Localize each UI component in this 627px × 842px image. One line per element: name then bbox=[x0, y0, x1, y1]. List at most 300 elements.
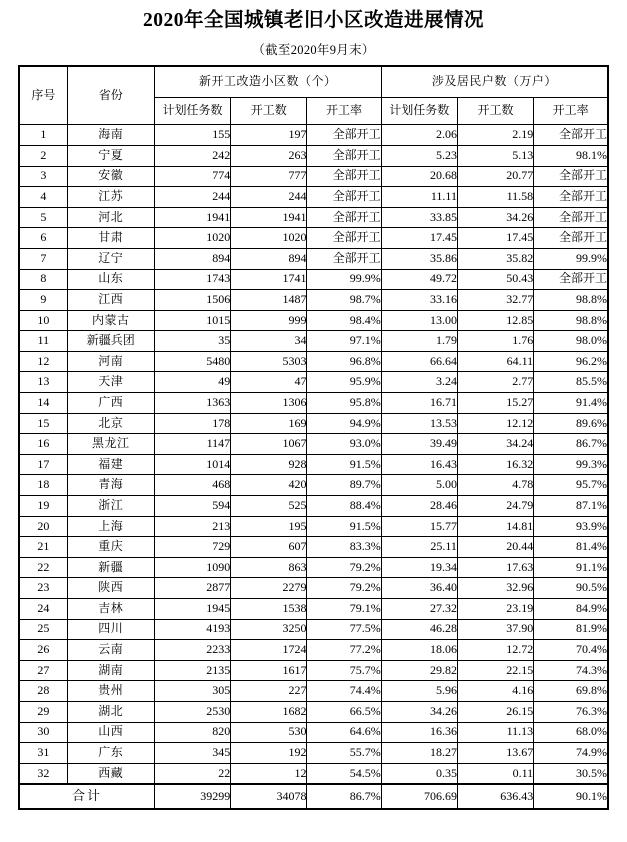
cell-units-plan: 1020 bbox=[154, 228, 230, 249]
cell-units-rate: 79.1% bbox=[307, 599, 381, 620]
table-row bbox=[19, 701, 608, 722]
column-header-seq: 序号 bbox=[19, 66, 67, 125]
cell-households-plan: 13.53 bbox=[381, 413, 457, 434]
cell-units-rate: 95.9% bbox=[307, 372, 381, 393]
cell-households-started: 5.13 bbox=[457, 145, 533, 166]
table-row bbox=[19, 722, 608, 743]
cell-units-rate: 89.7% bbox=[307, 475, 381, 496]
cell-seq: 2 bbox=[19, 145, 67, 166]
cell-households-rate: 98.1% bbox=[534, 145, 608, 166]
cell-households-rate: 全部开工 bbox=[534, 166, 608, 187]
cell-units-rate: 全部开工 bbox=[307, 125, 381, 146]
cell-province: 北京 bbox=[67, 413, 154, 434]
table-row bbox=[19, 599, 608, 620]
cell-units-started: 47 bbox=[231, 372, 307, 393]
cell-units-started: 420 bbox=[231, 475, 307, 496]
cell-households-rate: 全部开工 bbox=[534, 228, 608, 249]
table-row bbox=[19, 763, 608, 784]
table-row bbox=[19, 269, 608, 290]
cell-households-plan: 5.00 bbox=[381, 475, 457, 496]
cell-units-started: 894 bbox=[231, 248, 307, 269]
page-subtitle: （截至2020年9月末） bbox=[252, 43, 375, 58]
cell-seq: 15 bbox=[19, 413, 67, 434]
cell-households-rate: 74.3% bbox=[534, 660, 608, 681]
cell-units-started: 1617 bbox=[231, 660, 307, 681]
cell-units-started: 1487 bbox=[231, 290, 307, 311]
cell-units-started: 777 bbox=[231, 166, 307, 187]
column-header-units-plan: 计划任务数 bbox=[154, 98, 230, 125]
cell-units-plan: 1015 bbox=[154, 310, 230, 331]
cell-households-plan: 34.26 bbox=[381, 701, 457, 722]
cell-households-started: 4.78 bbox=[457, 475, 533, 496]
table-row bbox=[19, 537, 608, 558]
cell-total-households-rate: 90.1% bbox=[534, 784, 608, 809]
cell-households-rate: 81.9% bbox=[534, 619, 608, 640]
table-row bbox=[19, 413, 608, 434]
cell-total-units-rate: 86.7% bbox=[307, 784, 381, 809]
cell-households-plan: 25.11 bbox=[381, 537, 457, 558]
cell-seq: 31 bbox=[19, 743, 67, 764]
cell-units-plan: 2530 bbox=[154, 701, 230, 722]
cell-households-rate: 98.8% bbox=[534, 310, 608, 331]
cell-province: 上海 bbox=[67, 516, 154, 537]
cell-households-rate: 91.1% bbox=[534, 557, 608, 578]
cell-units-plan: 2233 bbox=[154, 640, 230, 661]
table-row bbox=[19, 475, 608, 496]
column-header-households-plan: 计划任务数 bbox=[381, 98, 457, 125]
table-row bbox=[19, 351, 608, 372]
cell-units-started: 1724 bbox=[231, 640, 307, 661]
cell-households-started: 12.85 bbox=[457, 310, 533, 331]
cell-households-rate: 90.5% bbox=[534, 578, 608, 599]
cell-units-rate: 77.2% bbox=[307, 640, 381, 661]
cell-seq: 8 bbox=[19, 269, 67, 290]
column-header-province: 省份 bbox=[67, 66, 154, 125]
table-row bbox=[19, 578, 608, 599]
cell-households-plan: 18.27 bbox=[381, 743, 457, 764]
cell-units-plan: 729 bbox=[154, 537, 230, 558]
cell-households-plan: 29.82 bbox=[381, 660, 457, 681]
table-row bbox=[19, 496, 608, 517]
cell-households-plan: 0.35 bbox=[381, 763, 457, 784]
cell-units-rate: 全部开工 bbox=[307, 207, 381, 228]
cell-units-started: 1682 bbox=[231, 701, 307, 722]
table-row bbox=[19, 310, 608, 331]
table-row bbox=[19, 640, 608, 661]
cell-households-rate: 30.5% bbox=[534, 763, 608, 784]
cell-units-plan: 213 bbox=[154, 516, 230, 537]
cell-households-started: 2.19 bbox=[457, 125, 533, 146]
cell-units-plan: 5480 bbox=[154, 351, 230, 372]
cell-seq: 22 bbox=[19, 557, 67, 578]
cell-seq: 24 bbox=[19, 599, 67, 620]
cell-units-started: 169 bbox=[231, 413, 307, 434]
cell-households-plan: 19.34 bbox=[381, 557, 457, 578]
cell-province: 福建 bbox=[67, 454, 154, 475]
cell-households-rate: 全部开工 bbox=[534, 207, 608, 228]
cell-units-started: 863 bbox=[231, 557, 307, 578]
cell-units-plan: 1090 bbox=[154, 557, 230, 578]
cell-province: 山西 bbox=[67, 722, 154, 743]
cell-households-plan: 33.16 bbox=[381, 290, 457, 311]
cell-households-plan: 35.86 bbox=[381, 248, 457, 269]
cell-seq: 16 bbox=[19, 434, 67, 455]
cell-units-started: 1941 bbox=[231, 207, 307, 228]
cell-seq: 4 bbox=[19, 187, 67, 208]
cell-province: 青海 bbox=[67, 475, 154, 496]
cell-households-plan: 11.11 bbox=[381, 187, 457, 208]
cell-province: 海南 bbox=[67, 125, 154, 146]
cell-province: 湖北 bbox=[67, 701, 154, 722]
table-row bbox=[19, 557, 608, 578]
cell-seq: 3 bbox=[19, 166, 67, 187]
cell-province: 浙江 bbox=[67, 496, 154, 517]
cell-units-rate: 91.5% bbox=[307, 516, 381, 537]
cell-households-started: 17.63 bbox=[457, 557, 533, 578]
cell-seq: 27 bbox=[19, 660, 67, 681]
table-row bbox=[19, 187, 608, 208]
cell-seq: 28 bbox=[19, 681, 67, 702]
cell-units-plan: 244 bbox=[154, 187, 230, 208]
table-row bbox=[19, 248, 608, 269]
table-row bbox=[19, 516, 608, 537]
cell-households-rate: 99.3% bbox=[534, 454, 608, 475]
cell-households-rate: 86.7% bbox=[534, 434, 608, 455]
cell-households-rate: 全部开工 bbox=[534, 269, 608, 290]
cell-units-plan: 2877 bbox=[154, 578, 230, 599]
cell-households-plan: 5.96 bbox=[381, 681, 457, 702]
cell-province: 江苏 bbox=[67, 187, 154, 208]
cell-units-rate: 98.7% bbox=[307, 290, 381, 311]
cell-units-plan: 1014 bbox=[154, 454, 230, 475]
cell-seq: 12 bbox=[19, 351, 67, 372]
cell-units-plan: 22 bbox=[154, 763, 230, 784]
cell-total-units-started: 34078 bbox=[231, 784, 307, 809]
cell-units-started: 197 bbox=[231, 125, 307, 146]
cell-households-plan: 39.49 bbox=[381, 434, 457, 455]
cell-households-started: 4.16 bbox=[457, 681, 533, 702]
cell-units-plan: 820 bbox=[154, 722, 230, 743]
table-body bbox=[19, 125, 608, 810]
cell-households-rate: 91.4% bbox=[534, 393, 608, 414]
cell-households-rate: 全部开工 bbox=[534, 187, 608, 208]
cell-seq: 29 bbox=[19, 701, 67, 722]
cell-seq: 6 bbox=[19, 228, 67, 249]
cell-households-started: 12.12 bbox=[457, 413, 533, 434]
cell-units-started: 1538 bbox=[231, 599, 307, 620]
cell-units-plan: 1945 bbox=[154, 599, 230, 620]
cell-province: 安徽 bbox=[67, 166, 154, 187]
cell-seq: 1 bbox=[19, 125, 67, 146]
document-page bbox=[0, 8, 627, 842]
cell-households-started: 14.81 bbox=[457, 516, 533, 537]
cell-province: 山东 bbox=[67, 269, 154, 290]
cell-households-rate: 70.4% bbox=[534, 640, 608, 661]
cell-units-rate: 95.8% bbox=[307, 393, 381, 414]
cell-units-plan: 594 bbox=[154, 496, 230, 517]
cell-province: 新疆兵团 bbox=[67, 331, 154, 352]
cell-seq: 21 bbox=[19, 537, 67, 558]
cell-units-rate: 98.4% bbox=[307, 310, 381, 331]
cell-households-rate: 95.7% bbox=[534, 475, 608, 496]
cell-units-rate: 91.5% bbox=[307, 454, 381, 475]
page-title: 2020年全国城镇老旧小区改造进展情况 bbox=[142, 10, 484, 31]
table-row bbox=[19, 454, 608, 475]
cell-province: 甘肃 bbox=[67, 228, 154, 249]
cell-units-started: 263 bbox=[231, 145, 307, 166]
cell-units-rate: 88.4% bbox=[307, 496, 381, 517]
cell-units-started: 607 bbox=[231, 537, 307, 558]
cell-units-rate: 93.0% bbox=[307, 434, 381, 455]
cell-seq: 18 bbox=[19, 475, 67, 496]
cell-households-rate: 全部开工 bbox=[534, 125, 608, 146]
cell-households-rate: 96.2% bbox=[534, 351, 608, 372]
cell-units-plan: 1743 bbox=[154, 269, 230, 290]
cell-units-rate: 全部开工 bbox=[307, 228, 381, 249]
cell-households-plan: 2.06 bbox=[381, 125, 457, 146]
table-row bbox=[19, 681, 608, 702]
cell-units-started: 1067 bbox=[231, 434, 307, 455]
cell-units-plan: 178 bbox=[154, 413, 230, 434]
cell-province: 四川 bbox=[67, 619, 154, 640]
cell-households-plan: 66.64 bbox=[381, 351, 457, 372]
cell-households-started: 11.13 bbox=[457, 722, 533, 743]
cell-households-rate: 68.0% bbox=[534, 722, 608, 743]
column-group-header-units: 新开工改造小区数（个） bbox=[154, 66, 381, 98]
cell-province: 内蒙古 bbox=[67, 310, 154, 331]
cell-households-started: 50.43 bbox=[457, 269, 533, 290]
cell-units-rate: 83.3% bbox=[307, 537, 381, 558]
cell-households-started: 37.90 bbox=[457, 619, 533, 640]
cell-province: 陕西 bbox=[67, 578, 154, 599]
cell-province: 江西 bbox=[67, 290, 154, 311]
table-row bbox=[19, 125, 608, 146]
cell-units-started: 999 bbox=[231, 310, 307, 331]
cell-households-plan: 5.23 bbox=[381, 145, 457, 166]
cell-households-started: 20.77 bbox=[457, 166, 533, 187]
table-row bbox=[19, 166, 608, 187]
cell-units-rate: 79.2% bbox=[307, 578, 381, 599]
cell-units-started: 3250 bbox=[231, 619, 307, 640]
cell-households-started: 34.26 bbox=[457, 207, 533, 228]
cell-units-plan: 1363 bbox=[154, 393, 230, 414]
cell-units-rate: 全部开工 bbox=[307, 187, 381, 208]
cell-units-started: 12 bbox=[231, 763, 307, 784]
cell-seq: 5 bbox=[19, 207, 67, 228]
cell-households-started: 24.79 bbox=[457, 496, 533, 517]
cell-households-plan: 13.00 bbox=[381, 310, 457, 331]
cell-households-plan: 20.68 bbox=[381, 166, 457, 187]
column-header-households-rate: 开工率 bbox=[534, 98, 608, 125]
cell-households-plan: 1.79 bbox=[381, 331, 457, 352]
cell-units-started: 5303 bbox=[231, 351, 307, 372]
cell-units-rate: 全部开工 bbox=[307, 166, 381, 187]
cell-units-rate: 75.7% bbox=[307, 660, 381, 681]
cell-units-plan: 2135 bbox=[154, 660, 230, 681]
cell-units-started: 928 bbox=[231, 454, 307, 475]
table-row bbox=[19, 434, 608, 455]
cell-units-started: 1020 bbox=[231, 228, 307, 249]
cell-units-plan: 894 bbox=[154, 248, 230, 269]
cell-province: 新疆 bbox=[67, 557, 154, 578]
table-row bbox=[19, 145, 608, 166]
cell-province: 湖南 bbox=[67, 660, 154, 681]
cell-households-started: 16.32 bbox=[457, 454, 533, 475]
table-row bbox=[19, 331, 608, 352]
cell-units-rate: 77.5% bbox=[307, 619, 381, 640]
cell-units-started: 2279 bbox=[231, 578, 307, 599]
cell-households-plan: 46.28 bbox=[381, 619, 457, 640]
cell-households-started: 35.82 bbox=[457, 248, 533, 269]
cell-households-plan: 49.72 bbox=[381, 269, 457, 290]
cell-households-rate: 85.5% bbox=[534, 372, 608, 393]
cell-units-started: 525 bbox=[231, 496, 307, 517]
cell-total-units-plan: 39299 bbox=[154, 784, 230, 809]
cell-units-rate: 全部开工 bbox=[307, 248, 381, 269]
cell-seq: 17 bbox=[19, 454, 67, 475]
cell-units-plan: 1147 bbox=[154, 434, 230, 455]
cell-seq: 11 bbox=[19, 331, 67, 352]
cell-households-rate: 98.8% bbox=[534, 290, 608, 311]
cell-units-rate: 94.9% bbox=[307, 413, 381, 434]
cell-households-plan: 16.71 bbox=[381, 393, 457, 414]
cell-households-plan: 18.06 bbox=[381, 640, 457, 661]
cell-households-plan: 17.45 bbox=[381, 228, 457, 249]
cell-seq: 10 bbox=[19, 310, 67, 331]
cell-households-plan: 15.77 bbox=[381, 516, 457, 537]
cell-households-rate: 69.8% bbox=[534, 681, 608, 702]
cell-units-started: 227 bbox=[231, 681, 307, 702]
cell-units-plan: 242 bbox=[154, 145, 230, 166]
table-row bbox=[19, 660, 608, 681]
cell-households-started: 15.27 bbox=[457, 393, 533, 414]
cell-seq: 25 bbox=[19, 619, 67, 640]
cell-province: 黑龙江 bbox=[67, 434, 154, 455]
cell-households-started: 13.67 bbox=[457, 743, 533, 764]
cell-households-rate: 81.4% bbox=[534, 537, 608, 558]
cell-province: 重庆 bbox=[67, 537, 154, 558]
cell-units-plan: 305 bbox=[154, 681, 230, 702]
cell-province: 贵州 bbox=[67, 681, 154, 702]
cell-households-plan: 27.32 bbox=[381, 599, 457, 620]
cell-households-started: 32.96 bbox=[457, 578, 533, 599]
cell-households-rate: 99.9% bbox=[534, 248, 608, 269]
renovation-progress-table bbox=[18, 65, 609, 810]
cell-households-plan: 33.85 bbox=[381, 207, 457, 228]
cell-province: 云南 bbox=[67, 640, 154, 661]
cell-seq: 7 bbox=[19, 248, 67, 269]
cell-units-rate: 99.9% bbox=[307, 269, 381, 290]
cell-province: 西藏 bbox=[67, 763, 154, 784]
cell-province: 河南 bbox=[67, 351, 154, 372]
cell-units-plan: 345 bbox=[154, 743, 230, 764]
cell-households-started: 64.11 bbox=[457, 351, 533, 372]
cell-province: 吉林 bbox=[67, 599, 154, 620]
cell-households-started: 20.44 bbox=[457, 537, 533, 558]
cell-households-plan: 3.24 bbox=[381, 372, 457, 393]
cell-seq: 14 bbox=[19, 393, 67, 414]
cell-province: 辽宁 bbox=[67, 248, 154, 269]
cell-province: 天津 bbox=[67, 372, 154, 393]
cell-households-started: 22.15 bbox=[457, 660, 533, 681]
cell-province: 河北 bbox=[67, 207, 154, 228]
table-row bbox=[19, 743, 608, 764]
table-header bbox=[19, 66, 608, 125]
cell-units-plan: 468 bbox=[154, 475, 230, 496]
cell-units-started: 34 bbox=[231, 331, 307, 352]
cell-units-started: 244 bbox=[231, 187, 307, 208]
cell-households-started: 23.19 bbox=[457, 599, 533, 620]
cell-total-households-started: 636.43 bbox=[457, 784, 533, 809]
cell-households-rate: 98.0% bbox=[534, 331, 608, 352]
cell-units-plan: 1941 bbox=[154, 207, 230, 228]
cell-seq: 20 bbox=[19, 516, 67, 537]
cell-units-started: 195 bbox=[231, 516, 307, 537]
column-header-households-started: 开工数 bbox=[457, 98, 533, 125]
cell-units-plan: 4193 bbox=[154, 619, 230, 640]
cell-units-rate: 全部开工 bbox=[307, 145, 381, 166]
cell-households-plan: 36.40 bbox=[381, 578, 457, 599]
cell-households-started: 11.58 bbox=[457, 187, 533, 208]
cell-units-rate: 79.2% bbox=[307, 557, 381, 578]
cell-seq: 32 bbox=[19, 763, 67, 784]
cell-households-started: 2.77 bbox=[457, 372, 533, 393]
cell-households-rate: 93.9% bbox=[534, 516, 608, 537]
cell-units-plan: 35 bbox=[154, 331, 230, 352]
cell-seq: 9 bbox=[19, 290, 67, 311]
cell-households-started: 1.76 bbox=[457, 331, 533, 352]
cell-seq: 23 bbox=[19, 578, 67, 599]
table-row bbox=[19, 207, 608, 228]
cell-households-rate: 76.3% bbox=[534, 701, 608, 722]
cell-seq: 30 bbox=[19, 722, 67, 743]
cell-households-plan: 28.46 bbox=[381, 496, 457, 517]
table-row bbox=[19, 228, 608, 249]
cell-households-started: 0.11 bbox=[457, 763, 533, 784]
cell-units-plan: 155 bbox=[154, 125, 230, 146]
cell-units-rate: 64.6% bbox=[307, 722, 381, 743]
cell-province: 广东 bbox=[67, 743, 154, 764]
table-row bbox=[19, 393, 608, 414]
cell-units-started: 530 bbox=[231, 722, 307, 743]
cell-total-households-plan: 706.69 bbox=[381, 784, 457, 809]
cell-households-started: 32.77 bbox=[457, 290, 533, 311]
cell-households-started: 26.15 bbox=[457, 701, 533, 722]
cell-units-plan: 49 bbox=[154, 372, 230, 393]
column-header-units-rate: 开工率 bbox=[307, 98, 381, 125]
cell-units-rate: 97.1% bbox=[307, 331, 381, 352]
cell-units-started: 1306 bbox=[231, 393, 307, 414]
cell-units-rate: 55.7% bbox=[307, 743, 381, 764]
cell-households-rate: 87.1% bbox=[534, 496, 608, 517]
cell-units-rate: 74.4% bbox=[307, 681, 381, 702]
column-group-header-households: 涉及居民户数（万户） bbox=[381, 66, 608, 98]
cell-households-started: 12.72 bbox=[457, 640, 533, 661]
cell-units-rate: 96.8% bbox=[307, 351, 381, 372]
cell-units-plan: 1506 bbox=[154, 290, 230, 311]
column-header-units-started: 开工数 bbox=[231, 98, 307, 125]
cell-households-started: 17.45 bbox=[457, 228, 533, 249]
table-row bbox=[19, 619, 608, 640]
table-row bbox=[19, 290, 608, 311]
cell-households-plan: 16.43 bbox=[381, 454, 457, 475]
cell-units-started: 1741 bbox=[231, 269, 307, 290]
cell-seq: 13 bbox=[19, 372, 67, 393]
cell-units-rate: 66.5% bbox=[307, 701, 381, 722]
cell-total-label: 合计 bbox=[19, 784, 154, 809]
table-total-row bbox=[19, 784, 608, 809]
cell-seq: 26 bbox=[19, 640, 67, 661]
